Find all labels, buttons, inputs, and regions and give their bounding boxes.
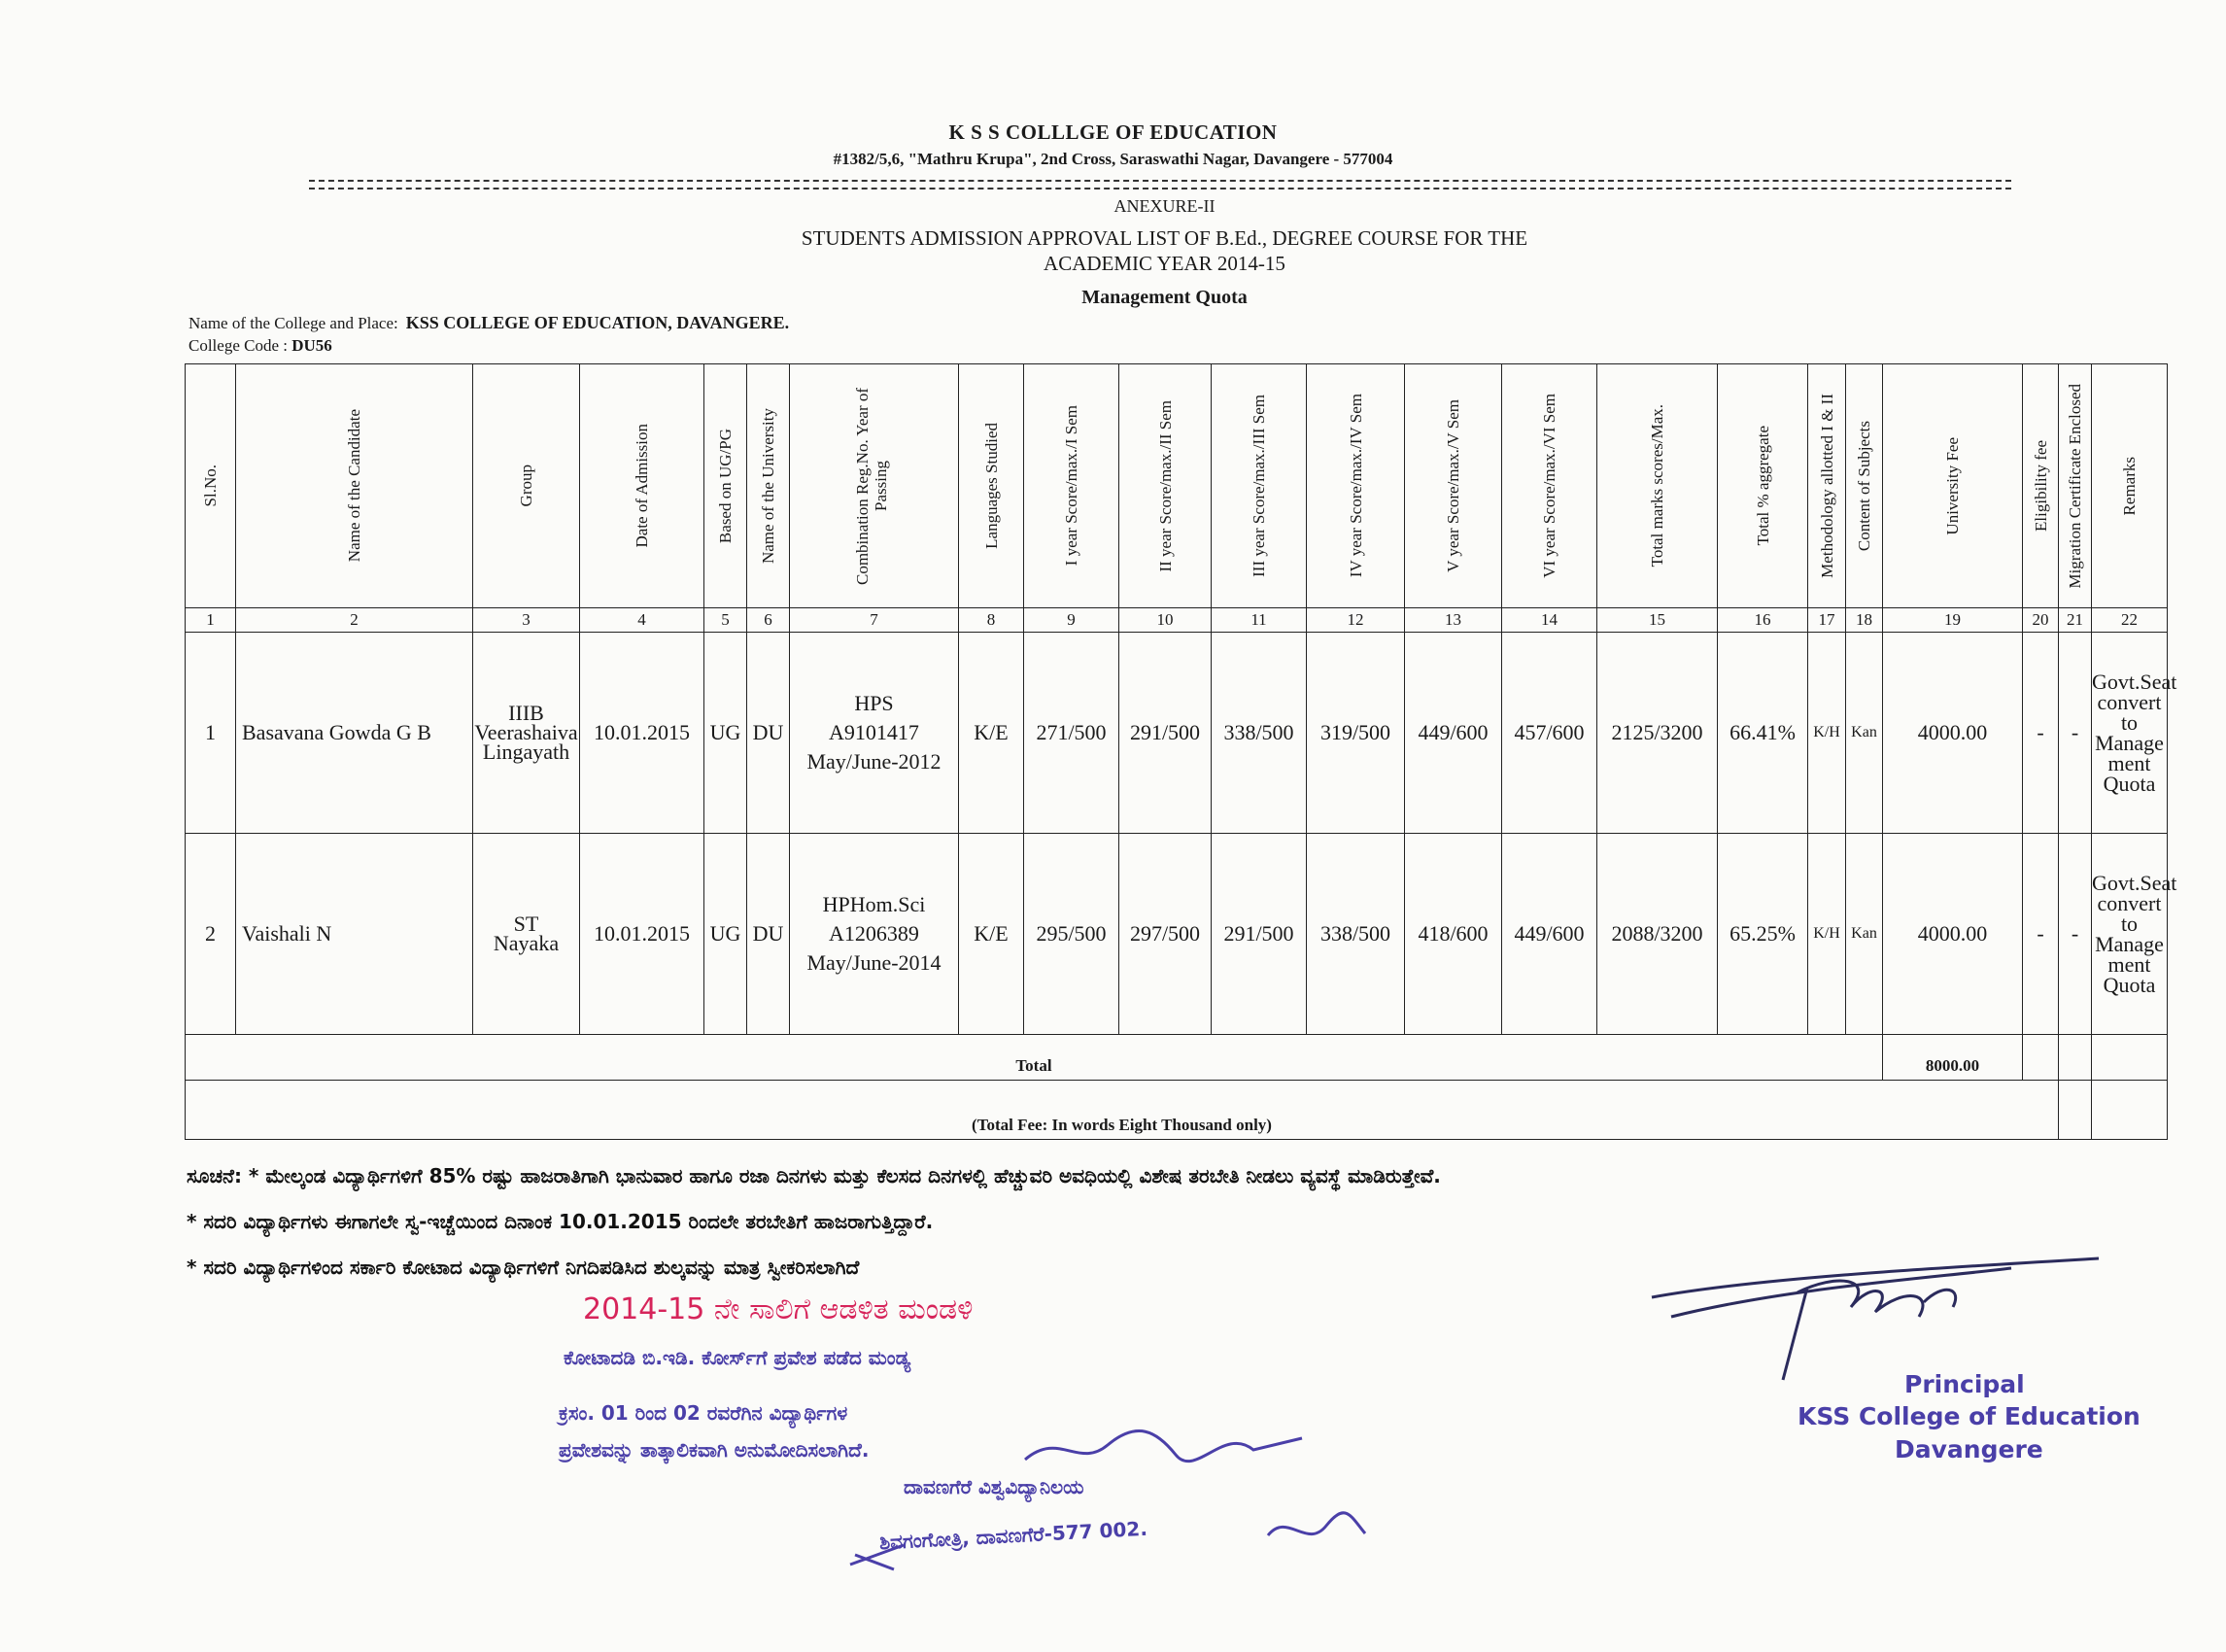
col-number: 1 [186,608,236,633]
col-header [747,364,790,608]
combo-line: HPS [854,691,894,715]
approval-stamp-line1: 2014-15 ನೇ ಸಾಲಿಗೆ ಆಡಳಿತ ಮಂಡಳಿ [583,1292,974,1326]
principal-title: Principal [1904,1370,2025,1398]
total-label: Total [186,1035,1883,1081]
table-row [186,834,2168,1035]
col-number: 18 [1846,608,1883,633]
group-line: Nayaka [493,931,560,955]
group-line: Veerashaiva [474,720,578,744]
cell-group [473,633,580,834]
column-number-row [186,608,2168,633]
cell-name: Basavana Gowda G B [236,633,473,834]
note-line: ಸೂಚನೆ: * ಮೇಲ್ಕಂಡ ವಿದ್ಯಾರ್ಥಿಗಳಿಗೆ 85% ರಷ್ಟು ಹಾಜರಾತಿಗಾಗಿ ಭಾನುವಾರ ಹಾಗೂ ರಜಾ ದಿನಗಳು ಮತ್ತು ಕೆಲಸದ ದಿನಗಳಲ್ಲಿ ಹೆಚ್ಚುವರಿ ಅವಧಿಯಲ್ಲಿ ವಿಶೇಷ ತರಬೇತಿ ನೀಡಲು ವ್ಯವಸ್ಥೆ ಮಾಡಿರುತ್ತೇವೆ. [187,1164,1441,1187]
cell-aggregate: 66.41% [1718,633,1808,834]
col-number: 16 [1718,608,1808,633]
col-header [1405,364,1502,608]
name-place-value: KSS COLLEGE OF EDUCATION, DAVANGERE. [405,313,790,332]
note-line: * ಸದರಿ ವಿದ್ಯಾರ್ಥಿಗಳಿಂದ ಸರ್ಕಾರಿ ಕೋಟಾದ ವಿದ್ಯಾರ್ಥಿಗಳಿಗೆ ನಿಗದಿಪಡಿಸಿದ ಶುಲ್ಕವನ್ನು ಮಾತ್ರ ಸ್ವೀಕರಿಸಲಾಗಿದೆ [187,1256,860,1279]
col-header-label: Eligibility fee [2031,440,2050,532]
col-header-label: IV year Score/max./IV Sem [1346,394,1365,578]
cell-score: 338/500 [1307,834,1405,1035]
combo-line: May/June-2014 [806,950,942,975]
col-header-label: I year Score/max./I Sem [1062,405,1080,567]
approval-stamp-line6: ಶಿವಗಂಗೋತ್ರಿ, ದಾವಣಗೆರೆ-577 002. [878,1516,1148,1555]
document-title-line2: ACADEMIC YEAR 2014-15 [1044,252,1285,275]
cell-sl: 1 [186,633,236,834]
name-place-label: Name of the College and Place: [188,314,398,332]
col-header [236,364,473,608]
header-divider [309,180,2011,189]
quota-label: Management Quota [1081,287,1248,308]
col-header-label: Group [517,465,535,507]
remark-line: Manage [2095,731,2164,755]
college-name: K S S COLLLGE OF EDUCATION [948,120,1278,144]
col-header-label: VI year Score/max./VI Sem [1540,394,1558,578]
col-header-label: V year Score/max./V Sem [1444,399,1462,572]
cell-score: 319/500 [1307,633,1405,834]
col-header [704,364,747,608]
col-header [1597,364,1718,608]
remark-line: Manage [2095,932,2164,956]
group-line: IIIB [508,701,544,725]
col-header-label: Name of the Candidate [345,409,363,563]
cell-score: 338/500 [1212,633,1307,834]
combo-line: A1206389 [829,921,919,946]
col-header-label: Name of the University [759,407,777,565]
col-header-label: II year Score/max./II Sem [1155,399,1175,572]
cell-ugpg: UG [704,633,747,834]
total-empty [2092,1035,2168,1081]
col-header-label: Remarks [2120,456,2139,516]
col-number: 10 [1119,608,1212,633]
col-header-label: Date of Admission [633,424,651,548]
words-empty [2092,1081,2168,1140]
cell-score: 457/600 [1502,633,1597,834]
col-header-label: Total % aggregate [1753,426,1772,546]
col-number: 3 [473,608,580,633]
table-row [186,633,2168,834]
cell-score: 449/600 [1502,834,1597,1035]
signature-scribble [845,1535,913,1574]
combo-line: May/June-2012 [806,749,942,774]
cell-total-marks: 2125/3200 [1597,633,1718,834]
total-value: 8000.00 [1883,1035,2023,1081]
cell-fee: 4000.00 [1883,633,2023,834]
cell-score: 297/500 [1119,834,1212,1035]
col-header [790,364,959,608]
cell-score: 291/500 [1119,633,1212,834]
col-header-label: Content of Subjects [1855,420,1873,552]
col-number: 20 [2023,608,2059,633]
cell-sl: 2 [186,834,236,1035]
col-header [959,364,1024,608]
admission-table [185,363,2177,1140]
col-number: 5 [704,608,747,633]
note-line: * ಸದರಿ ವಿದ್ಯಾರ್ಥಿಗಳು ಈಗಾಗಲೇ ಸ್ವ-ಇಚ್ಚೆಯಿಂದ ದಿನಾಂಕ 10.01.2015 ರಿಂದಲೇ ತರಬೇತಿಗೆ ಹಾಜರಾಗುತ್ತಿದ್ದಾರೆ. [187,1210,934,1233]
document-title-line1: STUDENTS ADMISSION APPROVAL LIST OF B.Ed., DEGREE COURSE FOR THE [801,226,1528,250]
remark-line: ment [2107,952,2151,977]
principal-signature [1642,1249,2108,1385]
remark-line: Govt.Seat [2092,871,2177,895]
cell-combination [790,834,959,1035]
remark-line: Quota [2103,772,2156,796]
col-header [1307,364,1405,608]
remark-line: ment [2107,751,2151,775]
cell-eligibility: - [2023,834,2059,1035]
col-header-label: Migration Certificate Enclosed [2066,383,2084,589]
cell-date: 10.01.2015 [580,834,704,1035]
cell-score: 449/600 [1405,633,1502,834]
col-number: 4 [580,608,704,633]
col-header-label: University Fee [1943,436,1962,535]
col-header [2059,364,2092,608]
cell-combination [790,633,959,834]
col-header [1119,364,1212,608]
col-number: 2 [236,608,473,633]
registrar-signature [1020,1421,1312,1479]
col-number: 8 [959,608,1024,633]
college-code [188,336,332,356]
col-header-label: Sl.No. [201,465,220,507]
total-empty [2059,1035,2092,1081]
cell-date: 10.01.2015 [580,633,704,834]
col-number: 12 [1307,608,1405,633]
cell-remarks [2092,633,2177,834]
cell-languages: K/E [959,633,1024,834]
cell-migration: - [2059,633,2092,834]
col-header-label: Methodology allotted I & II [1817,394,1836,578]
cell-methodology: K/H [1808,834,1846,1035]
cell-score: 291/500 [1212,834,1307,1035]
cell-eligibility: - [2023,633,2059,834]
col-number: 21 [2059,608,2092,633]
combo-line: A9101417 [829,720,919,744]
total-row [186,1035,2168,1081]
remark-line: Quota [2103,973,2156,997]
cell-migration: - [2059,834,2092,1035]
approval-stamp-line4: ಪ್ರವೇಶವನ್ನು ತಾತ್ಕಾಲಿಕವಾಗಿ ಅನುಮೋದಿಸಲಾಗಿದೆ. [559,1438,870,1462]
combo-line: HPHom.Sci [822,892,926,916]
col-header [1883,364,2023,608]
col-header [186,364,236,608]
col-header [2023,364,2059,608]
col-header [1808,364,1846,608]
header-row [186,364,2168,608]
approval-stamp-line3: ಕ್ರಸಂ. 01 ರಿಂದ 02 ರವರೆಗಿನ ವಿದ್ಯಾರ್ಥಿಗಳ [559,1401,848,1425]
group-line: Lingayath [482,740,570,764]
col-number: 11 [1212,608,1307,633]
cell-fee: 4000.00 [1883,834,2023,1035]
remark-line: convert to [2097,690,2162,735]
cell-score: 295/500 [1024,834,1119,1035]
col-header [473,364,580,608]
cell-score: 271/500 [1024,633,1119,834]
col-number: 17 [1808,608,1846,633]
signature-scribble [1263,1506,1370,1555]
col-header [1024,364,1119,608]
total-words-row [186,1081,2168,1140]
principal-college: KSS College of Education [1798,1402,2140,1430]
cell-languages: K/E [959,834,1024,1035]
cell-university: DU [747,834,790,1035]
col-header [1212,364,1307,608]
remark-line: Govt.Seat [2092,670,2177,694]
col-number: 13 [1405,608,1502,633]
col-header-label: Based on UG/PG [716,428,735,544]
col-header-label: Languages Studied [981,423,1001,549]
words-empty [2059,1081,2092,1140]
col-number: 19 [1883,608,2023,633]
cell-name: Vaishali N [236,834,473,1035]
cell-ugpg: UG [704,834,747,1035]
col-number: 15 [1597,608,1718,633]
col-header [1502,364,1597,608]
col-number: 14 [1502,608,1597,633]
cell-remarks [2092,834,2177,1035]
approval-stamp-line5: ದಾವಣಗೆರೆ ವಿಶ್ವವಿದ್ಯಾನಿಲಯ [904,1475,1084,1498]
cell-total-marks: 2088/3200 [1597,834,1718,1035]
code-label: College Code : [188,336,288,355]
cell-university: DU [747,633,790,834]
col-header [1718,364,1808,608]
code-value: DU56 [291,336,332,355]
col-header [2092,364,2168,608]
cell-score: 418/600 [1405,834,1502,1035]
col-number: 22 [2092,608,2168,633]
cell-methodology: K/H [1808,633,1846,834]
principal-place: Davangere [1895,1435,2043,1463]
col-header-label: Total marks scores/Max. [1648,404,1666,568]
col-header [1846,364,1883,608]
cell-content: Kan [1846,834,1883,1035]
col-number: 9 [1024,608,1119,633]
total-words: (Total Fee: In words Eight Thousand only) [186,1081,2059,1140]
col-header-label: III year Score/max./III Sem [1250,395,1268,577]
col-number: 7 [790,608,959,633]
annexure-label: ANEXURE-II [1113,196,1216,216]
cell-content: Kan [1846,633,1883,834]
approval-stamp-line2: ಕೋಟಾದಡಿ ಬಿ.ಇಡಿ. ಕೋರ್ಸ್‌ಗೆ ಪ್ರವೇಶ ಪಡೆದ ಮಂಡ್ಯ [564,1346,911,1369]
remark-line: convert to [2097,891,2162,936]
col-header [580,364,704,608]
college-address: #1382/5,6, "Mathru Krupa", 2nd Cross, Saraswathi Nagar, Davangere - 577004 [833,150,1393,168]
group-line: ST [513,912,539,936]
col-header-label: Combination Reg.No. Year of Passing [852,387,890,585]
col-number: 6 [747,608,790,633]
college-name-place [188,313,789,333]
cell-group [473,834,580,1035]
cell-aggregate: 65.25% [1718,834,1808,1035]
total-empty [2023,1035,2059,1081]
